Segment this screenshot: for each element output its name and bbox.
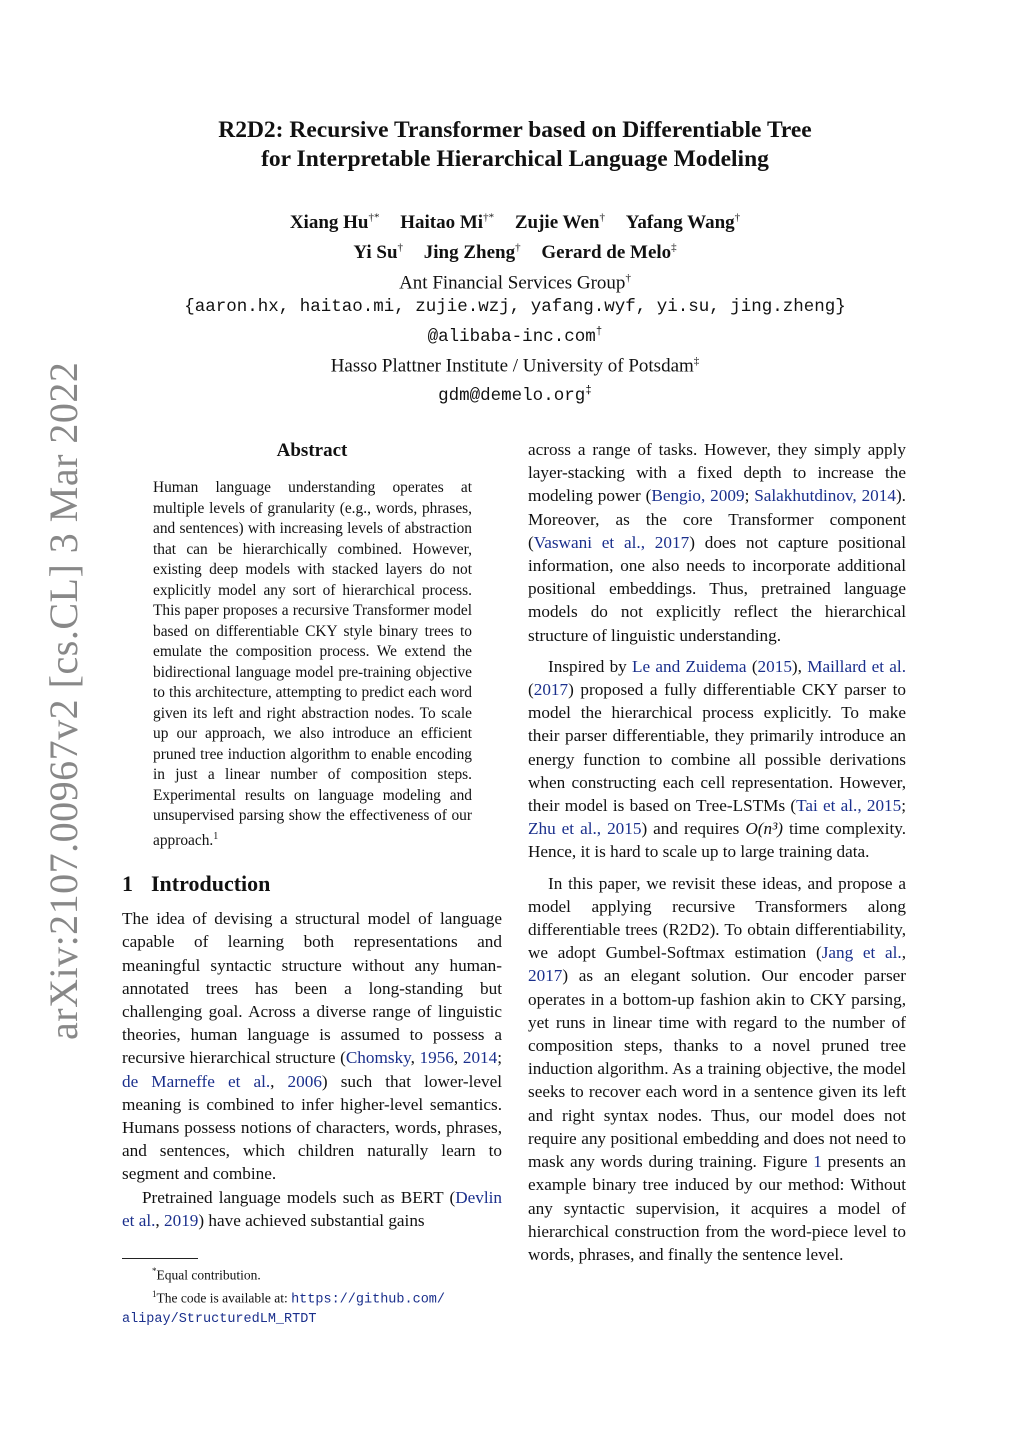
citation-link[interactable]: 2017 (533, 680, 569, 700)
author-mark: † (397, 241, 404, 254)
citation-link[interactable]: 1956 (419, 1048, 454, 1068)
author-mark: † (515, 241, 521, 254)
section-number: 1 (122, 871, 133, 897)
email-mark: ‡ (585, 385, 592, 398)
text-run: Pretrained language models such as BERT ( (142, 1187, 456, 1207)
author (290, 212, 380, 233)
citation-link[interactable]: Maillard et al. (807, 656, 906, 676)
text-run: ; (744, 486, 755, 506)
email-list-ant: {aaron.hx, haitao.mi, zujie.wzj, yafang.wyf, yi.su, jing.zheng} (184, 297, 846, 318)
email-mark: † (595, 325, 603, 338)
affiliation-mark: † (625, 271, 631, 284)
author-mark: †* (483, 212, 495, 224)
author-row-2 (130, 236, 900, 266)
footnote-equal-contribution (122, 1262, 502, 1285)
email-domain-ant (130, 320, 900, 349)
author (515, 212, 605, 233)
affiliation-ant (130, 266, 900, 296)
author-name: Jing Zheng (423, 242, 516, 264)
email-domain: @alibaba-inc.com (427, 326, 596, 347)
text-run: , (901, 943, 906, 963)
email-address: gdm@demelo.org (438, 385, 586, 406)
text-run: ; (901, 796, 907, 816)
footnote-mark: * (152, 1266, 157, 1276)
math-complexity: O(n³) (745, 819, 783, 839)
affiliation-hpi (130, 349, 900, 379)
text-run: The idea of devising a structural model of language capable of learning both representations and meaningful syntactic structure without any human-annotated trees has been a long-standing but challenging goal. Across a diverse range of linguistic theories, human language is assumed to possess a recursive hierarchical structure ( (122, 909, 502, 1068)
text-run: , (270, 1071, 288, 1091)
author (626, 212, 740, 233)
paper-title (130, 116, 900, 174)
footnote-text: The code is available at: (156, 1290, 292, 1305)
author (424, 242, 521, 263)
author-name: Yi Su (353, 242, 398, 264)
text-run: ) such that lower-level meaning is combined to infer higher-level semantics. Humans possess notions of characters, words, phrases, and sentences, which children naturally learn to segment and combine. (122, 1071, 503, 1184)
citation-link[interactable]: Devlin et al. (122, 1187, 502, 1230)
text-run: , (155, 1210, 164, 1230)
citation-link[interactable]: 2006 (287, 1071, 322, 1091)
text-run: , (410, 1048, 420, 1068)
section-title: Introduction (151, 871, 271, 897)
author-name: Zujie Wen (514, 212, 600, 234)
intro-paragraph-1 (122, 907, 502, 1185)
citation-link[interactable]: 2015 (757, 656, 792, 676)
citation-link[interactable]: 2014 (462, 1048, 498, 1068)
author-name: Xiang Hu (289, 212, 369, 234)
citation-link[interactable]: Zhu et al., 2015 (528, 819, 642, 839)
title-line-1: R2D2: Recursive Transformer based on Differentiable Tree (218, 117, 812, 143)
author-mark: † (734, 212, 741, 224)
text-run: In this paper, we revisit these ideas, and propose a model applying recursive Transformers along differentiable trees (R2D2). To obtain differentiability, we adopt Gumbel-Softmax estimation ( (528, 873, 906, 963)
author-name: Yafang Wang (625, 212, 735, 234)
section-heading-introduction (122, 869, 502, 899)
citation-link[interactable]: Jang et al. (821, 943, 902, 963)
text-run: ), (791, 656, 808, 676)
text-run: time complexity. Hence, it is hard to scale up to large training data. (528, 819, 906, 862)
right-column (528, 438, 906, 1274)
affiliation-name: Ant Financial Services Group (399, 271, 626, 293)
citation-link[interactable]: Vaswani et al., 2017 (533, 532, 690, 552)
left-column (122, 438, 502, 1232)
figure-reference-link[interactable]: 1 (813, 1152, 822, 1172)
citation-link[interactable]: 2019 (164, 1210, 199, 1230)
author (400, 212, 494, 233)
author-name: Haitao Mi (400, 212, 484, 234)
text-run: across a range of tasks. However, they simply apply layer-stacking with a fixed depth to increase the modeling power ( (528, 440, 906, 506)
author (541, 242, 676, 263)
code-url-link[interactable]: alipay/StructuredLM_RTDT (122, 1312, 317, 1327)
abstract-heading: Abstract (276, 440, 348, 461)
text-run: ). Moreover, as the core Transformer component ( (528, 486, 906, 552)
citation-link[interactable]: Bengio, 2009 (651, 486, 745, 506)
author-mark: † (599, 212, 605, 224)
text-run: ( (528, 680, 534, 700)
author-row-1 (130, 206, 900, 236)
footnote-text: Equal contribution. (156, 1267, 261, 1283)
affiliation-mark: ‡ (693, 355, 700, 368)
text-run: ) proposed a fully differentiable CKY parser to model the hierarchical process explicitly. To make their parser differentiable, they primarily introduce an energy function to combine all possible derivations when constructing each cell representation. However, their model is based on Tree-LSTMs ( (528, 680, 906, 816)
email-hpi (130, 379, 900, 408)
affiliation-name: Hasso Plattner Institute / University of Potsdam (330, 355, 694, 377)
right-paragraph-2 (528, 655, 906, 864)
footnote-mark: 1 (152, 1288, 157, 1299)
abstract-text: Human language understanding operates at multiple levels of granularity (e.g., words, phrases, and sentences) with increasing levels of abstraction that can be hierarchically combined. However, existing deep models with stacked layers do not explicitly model any sort of hierarchical process. This paper proposes a recursive Transformer model based on differentiable CKY style binary trees to emulate the composition process. We extend the bidirectional language model pre-training objective to this architecture, attempting to predict each word given its left and right abstraction nodes. To scale up our approach, we also introduce an efficient pruned tree induction algorithm to enable encoding in just a linear number of composition steps. Experimental results on language modeling and unsupervised parsing show the effectiveness of our approach. (153, 479, 472, 849)
text-run: ) as an elegant solution. Our encoder parser operates in a bottom-up fashion akin to CKY parsing, yet runs in linear time with regard to the number of composition steps, thanks to a novel pruned tree induction algorithm. As a training objective, the model seeks to recover each word in a sentence given its left and right syntax nodes. Thus, our model does not require any positional embedding and does not need to mask any words during training. Figure (528, 966, 906, 1172)
author-mark: †* (368, 212, 380, 224)
intro-paragraph-2 (122, 1186, 502, 1232)
text-run: Inspired by (548, 656, 633, 676)
author-mark: ‡ (671, 241, 677, 254)
citation-link[interactable]: de Marneffe et al. (122, 1071, 271, 1091)
citation-link[interactable]: Le and Zuidema (632, 656, 747, 676)
author-name: Gerard de Melo (541, 242, 672, 264)
author (353, 242, 403, 263)
text-run: presents an example binary tree induced by our method: Without any syntactic supervision, it acquires a model of hierarchical construction from the word-piece level to words, phrases, and finally the sentence level. (528, 1152, 906, 1264)
title-line-2: for Interpretable Hierarchical Language Modeling (261, 146, 769, 172)
citation-link[interactable]: Tai et al., 2015 (796, 796, 902, 816)
footnote-marker[interactable]: 1 (213, 830, 219, 842)
text-run: ) and requires (641, 819, 746, 839)
text-run: , (453, 1048, 463, 1068)
author-block (130, 206, 900, 408)
citation-link[interactable]: Salakhutdinov, 2014 (754, 486, 896, 506)
abstract-body (153, 478, 472, 851)
right-paragraph-1 (528, 438, 906, 647)
footnotes (122, 1258, 502, 1329)
text-run: ; (497, 1048, 503, 1068)
right-paragraph-3 (528, 872, 906, 1266)
arxiv-identifier-stamp: arXiv:2107.00967v2 [cs.CL] 3 Mar 2022 (41, 361, 86, 1040)
code-url-link[interactable]: https://github.com/ (291, 1292, 446, 1307)
text-run: ( (746, 656, 758, 676)
citation-link[interactable]: Chomsky (345, 1048, 411, 1068)
footnote-code (122, 1285, 502, 1310)
footnote-code-continued (122, 1309, 502, 1329)
text-run: ) does not capture positional information, one also needs to incorporate additional positional embeddings. Thus, pretrained language models do not explicitly reflect the hierarchical structure of linguistic understanding. (528, 532, 906, 645)
citation-link[interactable]: 2017 (528, 966, 563, 986)
footnote-divider (122, 1258, 198, 1259)
text-run: ) have achieved substantial gains (198, 1210, 425, 1230)
